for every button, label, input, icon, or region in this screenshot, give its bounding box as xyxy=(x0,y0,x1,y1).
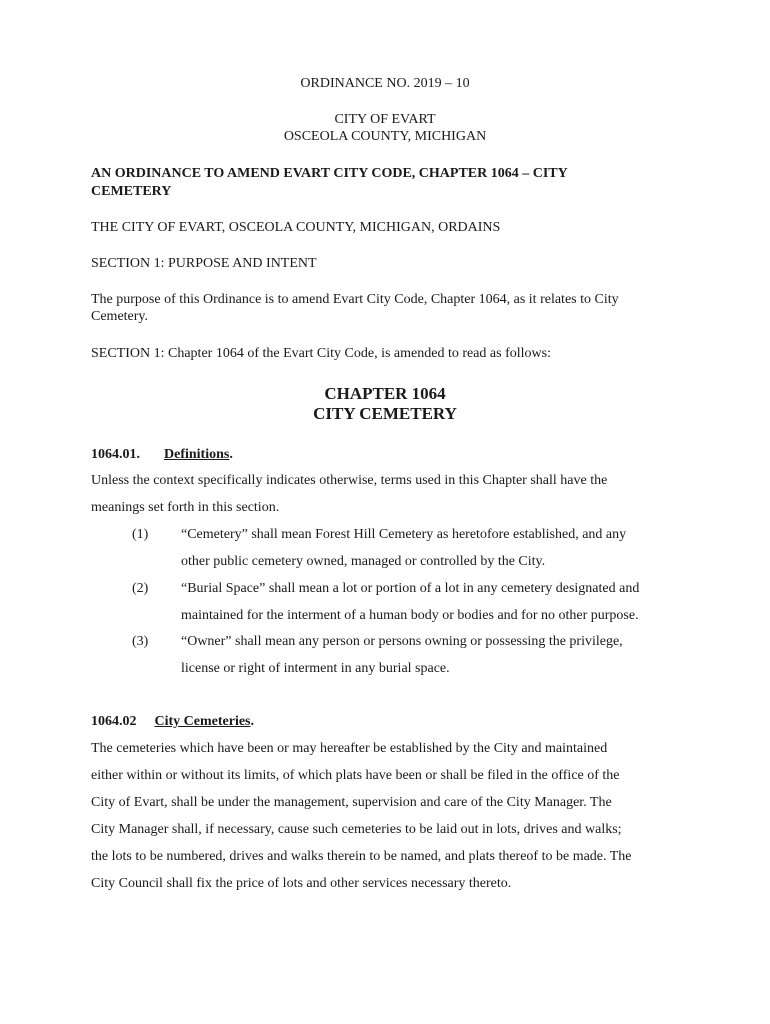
section-purpose-heading: SECTION 1: PURPOSE AND INTENT xyxy=(91,256,317,271)
ordinance-number: ORDINANCE NO. 2019 – 10 xyxy=(300,76,470,91)
city-cemeteries-text-line: either within or without its limits, of which plats have been or shall be filed in the office of the xyxy=(91,768,620,783)
section-title-period: . xyxy=(229,447,233,462)
definition-item-number: (1) xyxy=(132,527,149,542)
section-title: City Cemeteries xyxy=(154,714,251,729)
definitions-intro-line-1: Unless the context specifically indicates otherwise, terms used in this Chapter shall have the xyxy=(91,473,608,488)
section-amend-statement: SECTION 1: Chapter 1064 of the Evart City Code, is amended to read as follows: xyxy=(91,346,551,361)
definition-item-number: (2) xyxy=(132,581,149,596)
city-cemeteries-text-line: City of Evart, shall be under the management, supervision and care of the City Manager. The xyxy=(91,795,612,810)
section-1064-01-heading xyxy=(91,446,233,464)
definitions-intro-line-2: meanings set forth in this section. xyxy=(91,500,280,515)
definition-item-text: license or right of interment in any burial space. xyxy=(181,661,450,676)
purpose-text-line-1: The purpose of this Ordinance is to amend Evart City Code, Chapter 1064, as it relates to City xyxy=(91,292,619,307)
definition-item-text: “Owner” shall mean any person or persons owning or possessing the privilege, xyxy=(181,634,623,649)
ordains-statement: THE CITY OF EVART, OSCEOLA COUNTY, MICHIGAN, ORDAINS xyxy=(91,220,501,235)
chapter-number: CHAPTER 1064 xyxy=(324,384,446,403)
definition-item-text: “Burial Space” shall mean a lot or portion of a lot in any cemetery designated and xyxy=(181,581,640,596)
section-title-period: . xyxy=(250,714,255,729)
purpose-text-line-2: Cemetery. xyxy=(91,309,149,324)
definition-item-text: other public cemetery owned, managed or controlled by the City. xyxy=(181,554,546,569)
city-name: CITY OF EVART xyxy=(334,112,436,127)
city-cemeteries-text-line: The cemeteries which have been or may hereafter be established by the City and maintained xyxy=(91,741,608,756)
section-title: Definitions xyxy=(164,447,230,462)
ordinance-title-line-1: AN ORDINANCE TO AMEND EVART CITY CODE, CHAPTER 1064 – CITY xyxy=(91,166,568,181)
city-cemeteries-text-line: the lots to be numbered, drives and walks therein to be named, and plats thereof to be made. The xyxy=(91,849,632,864)
definition-item-text: “Cemetery” shall mean Forest Hill Cemetery as heretofore established, and any xyxy=(181,527,627,542)
city-cemeteries-text-line: City Council shall fix the price of lots and other services necessary thereto. xyxy=(91,876,512,891)
definition-item-text: maintained for the interment of a human body or bodies and for no other purpose. xyxy=(181,608,639,623)
chapter-name: CITY CEMETERY xyxy=(313,404,457,423)
city-cemeteries-text-line: City Manager shall, if necessary, cause such cemeteries to be laid out in lots, drives and walks; xyxy=(91,822,622,837)
section-1064-02-heading xyxy=(91,713,254,731)
section-number: 1064.01. xyxy=(91,447,140,462)
county-name: OSCEOLA COUNTY, MICHIGAN xyxy=(283,129,487,144)
section-number: 1064.02 xyxy=(91,714,137,729)
ordinance-title-line-2: CEMETERY xyxy=(91,184,172,199)
definition-item-number: (3) xyxy=(132,634,149,649)
